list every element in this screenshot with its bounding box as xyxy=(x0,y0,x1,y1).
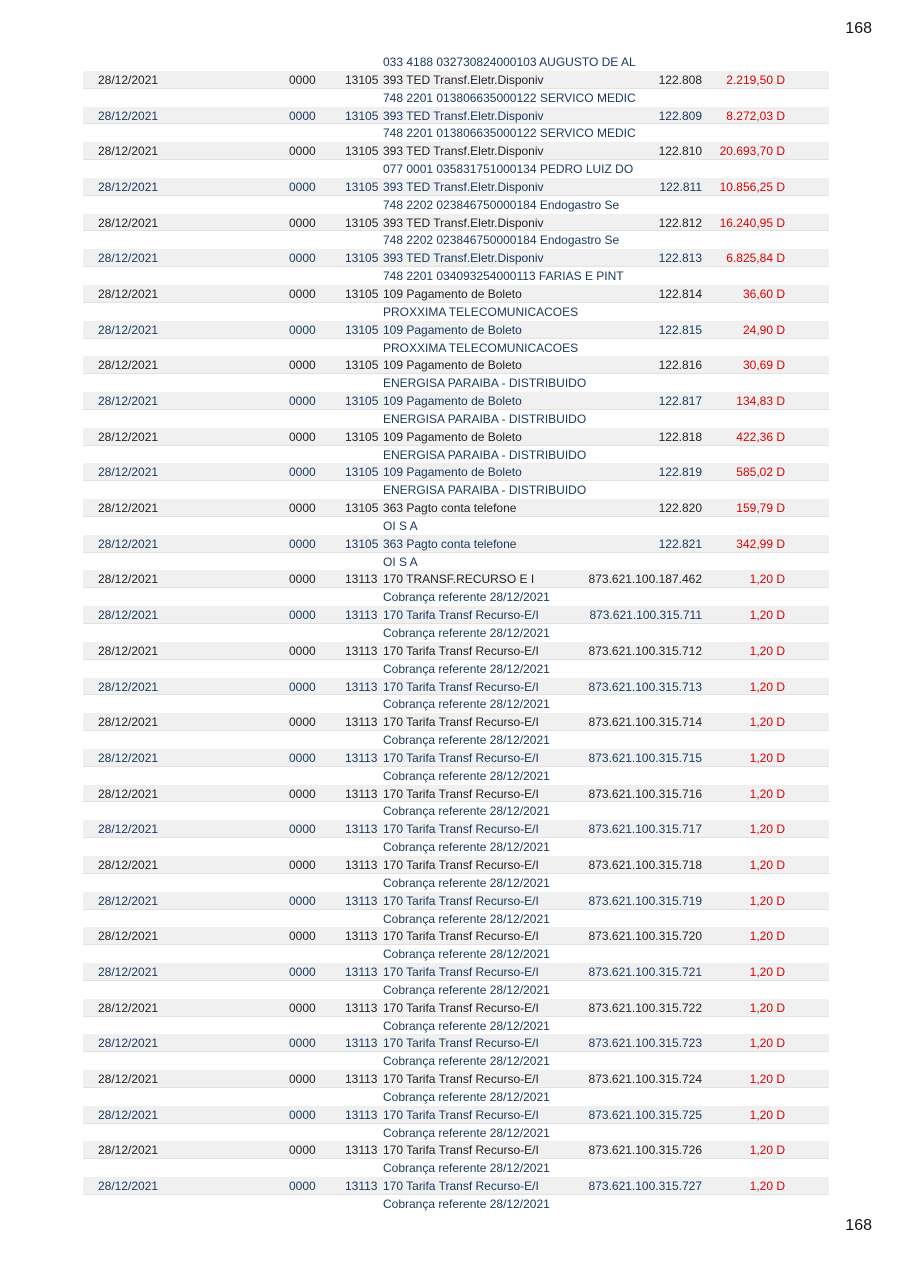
entry-agency: 0000 xyxy=(289,501,316,516)
entry-agency: 0000 xyxy=(289,394,316,409)
entry-sub-text: 748 2201 034093254000113 FARIAS E PINT xyxy=(383,269,624,284)
entry-sub-text: Cobrança referente 28/12/2021 xyxy=(383,1161,550,1176)
entry-value: 1,20 D xyxy=(749,608,785,623)
table-row xyxy=(83,107,829,125)
table-row xyxy=(83,927,829,945)
entry-value: 30,69 D xyxy=(742,358,785,373)
entry-date: 28/12/2021 xyxy=(98,750,159,765)
entry-lot: 13113 xyxy=(345,1000,378,1015)
entry-date: 28/12/2021 xyxy=(98,1000,159,1015)
entry-date: 28/12/2021 xyxy=(98,1036,159,1051)
entry-sub-text: 748 2202 023846750000184 Endogastro Se xyxy=(383,197,620,212)
entry-date: 28/12/2021 xyxy=(98,536,159,551)
entry-sub-text: 033 4188 032730824000103 AUGUSTO DE AL xyxy=(383,55,636,69)
entry-lot: 13113 xyxy=(345,1072,378,1087)
entry-sub-text: OI S A xyxy=(383,518,418,533)
entry-lot: 13113 xyxy=(345,786,378,801)
entry-lot: 13105 xyxy=(345,179,379,194)
entry-document: 122.815 xyxy=(658,322,702,337)
entry-description: 170 Tarifa Transf Recurso-E/I xyxy=(383,750,539,765)
entry-date: 28/12/2021 xyxy=(98,394,159,409)
entry-description: 170 Tarifa Transf Recurso-E/I xyxy=(383,679,539,694)
entry-lot: 13113 xyxy=(345,1179,378,1194)
entry-description: 170 Tarifa Transf Recurso-E/I xyxy=(383,893,539,908)
entry-description: 109 Pagamento de Boleto xyxy=(383,465,522,480)
page-number-bottom: 168 xyxy=(845,1217,872,1234)
entry-document: 122.820 xyxy=(658,501,702,516)
entry-description: 363 Pagto conta telefone xyxy=(383,501,517,516)
table-row xyxy=(83,820,829,838)
entry-lot: 13105 xyxy=(345,286,379,301)
entry-sub-line xyxy=(83,624,829,642)
table-row xyxy=(83,1141,829,1159)
entry-sub-line xyxy=(83,1124,829,1142)
entry-sub-text: 748 2201 013806635000122 SERVICO MEDIC xyxy=(383,90,636,105)
entry-sub-text: Cobrança referente 28/12/2021 xyxy=(383,661,550,676)
entry-agency: 0000 xyxy=(289,429,316,444)
entry-agency: 0000 xyxy=(289,608,316,623)
entry-document: 122.808 xyxy=(658,72,702,87)
entry-value: 1,20 D xyxy=(749,857,785,872)
entry-date: 28/12/2021 xyxy=(98,1179,159,1194)
entry-document: 122.811 xyxy=(659,179,702,194)
entry-date: 28/12/2021 xyxy=(98,643,159,658)
entry-description: 393 TED Transf.Eletr.Disponiv xyxy=(383,251,544,266)
entry-agency: 0000 xyxy=(289,72,316,87)
table-row xyxy=(83,678,829,696)
entry-lot: 13113 xyxy=(345,1107,378,1122)
entry-value: 422,36 D xyxy=(736,429,785,444)
entry-description: 393 TED Transf.Eletr.Disponiv xyxy=(383,144,544,159)
entry-sub-line xyxy=(83,553,829,571)
entry-document: 873.621.100.315.724 xyxy=(588,1072,702,1087)
entry-value: 159,79 D xyxy=(736,501,785,516)
entry-sub-line xyxy=(83,588,829,606)
entry-date: 28/12/2021 xyxy=(98,358,159,373)
entry-lot: 13105 xyxy=(345,465,379,480)
entry-date: 28/12/2021 xyxy=(98,429,159,444)
entry-sub-text: Cobrança referente 28/12/2021 xyxy=(383,982,550,997)
entry-agency: 0000 xyxy=(289,1179,316,1194)
entry-sub-text: PROXXIMA TELECOMUNICACOES xyxy=(383,340,579,355)
entry-document: 873.621.100.315.718 xyxy=(588,857,702,872)
entry-description: 393 TED Transf.Eletr.Disponiv xyxy=(383,72,544,87)
entry-sub-text: ENERGISA PARAIBA - DISTRIBUIDO xyxy=(383,376,587,391)
entry-agency: 0000 xyxy=(289,857,316,872)
entry-lot: 13113 xyxy=(345,679,378,694)
entry-agency: 0000 xyxy=(289,822,316,837)
entry-value: 1,20 D xyxy=(749,643,785,658)
entry-description: 109 Pagamento de Boleto xyxy=(383,358,522,373)
table-row xyxy=(83,214,829,232)
entry-description: 393 TED Transf.Eletr.Disponiv xyxy=(383,108,544,123)
table-row xyxy=(83,606,829,624)
entry-description: 170 Tarifa Transf Recurso-E/I xyxy=(383,608,539,623)
entry-sub-text: Cobrança referente 28/12/2021 xyxy=(383,733,550,748)
entry-description: 393 TED Transf.Eletr.Disponiv xyxy=(383,179,544,194)
entry-description: 170 TRANSF.RECURSO E I xyxy=(383,572,535,587)
entry-date: 28/12/2021 xyxy=(98,286,159,301)
entry-agency: 0000 xyxy=(289,1036,316,1051)
entry-lot: 13113 xyxy=(345,572,378,587)
entry-agency: 0000 xyxy=(289,929,316,944)
entry-document: 122.817 xyxy=(658,394,702,409)
entry-description: 170 Tarifa Transf Recurso-E/I xyxy=(383,929,539,944)
entry-sub-line xyxy=(83,945,829,963)
entry-value: 1,20 D xyxy=(749,1143,785,1158)
entry-value: 134,83 D xyxy=(736,394,785,409)
entry-sub-text: Cobrança referente 28/12/2021 xyxy=(383,1054,550,1069)
table-row xyxy=(83,392,829,410)
entry-agency: 0000 xyxy=(289,965,316,980)
entry-document: 122.809 xyxy=(658,108,702,123)
entry-sub-line xyxy=(83,53,829,71)
entry-date: 28/12/2021 xyxy=(98,822,159,837)
entry-date: 28/12/2021 xyxy=(98,322,159,337)
entry-document: 122.819 xyxy=(658,465,702,480)
entry-document: 873.621.100.315.715 xyxy=(588,750,702,765)
table-row xyxy=(83,499,829,517)
entry-lot: 13113 xyxy=(345,857,378,872)
entry-sub-line xyxy=(83,838,829,856)
entry-document: 122.821 xyxy=(658,536,702,551)
entry-sub-text: Cobrança referente 28/12/2021 xyxy=(383,804,550,819)
entry-sub-text: Cobrança referente 28/12/2021 xyxy=(383,1089,550,1104)
entry-description: 109 Pagamento de Boleto xyxy=(383,394,522,409)
entry-document: 873.621.100.315.723 xyxy=(588,1036,702,1051)
entry-date: 28/12/2021 xyxy=(98,465,159,480)
entry-document: 873.621.100.315.713 xyxy=(588,679,702,694)
entry-sub-text: ENERGISA PARAIBA - DISTRIBUIDO xyxy=(383,483,587,498)
entry-description: 170 Tarifa Transf Recurso-E/I xyxy=(383,715,539,730)
entry-sub-line xyxy=(83,410,829,428)
entry-sub-line xyxy=(83,374,829,392)
entry-sub-line xyxy=(83,339,829,357)
entry-agency: 0000 xyxy=(289,893,316,908)
entry-agency: 0000 xyxy=(289,572,316,587)
entry-sub-line xyxy=(83,1159,829,1177)
entry-date: 28/12/2021 xyxy=(98,215,159,230)
entry-agency: 0000 xyxy=(289,1072,316,1087)
table-row xyxy=(83,249,829,267)
entry-document: 873.621.100.187.462 xyxy=(588,572,702,587)
entry-sub-line xyxy=(83,767,829,785)
entry-sub-text: Cobrança referente 28/12/2021 xyxy=(383,911,550,926)
entry-date: 28/12/2021 xyxy=(98,965,159,980)
entry-agency: 0000 xyxy=(289,679,316,694)
entry-sub-text: Cobrança referente 28/12/2021 xyxy=(383,590,550,605)
entry-lot: 13113 xyxy=(345,608,378,623)
entry-value: 36,60 D xyxy=(742,286,785,301)
entry-sub-text: Cobrança referente 28/12/2021 xyxy=(383,1125,550,1140)
entry-value: 1,20 D xyxy=(749,715,785,730)
entry-sub-text: 077 0001 035831751000134 PEDRO LUIZ DO xyxy=(383,162,634,177)
entry-lot: 13113 xyxy=(345,715,378,730)
entry-sub-text: Cobrança referente 28/12/2021 xyxy=(383,1197,550,1211)
entry-agency: 0000 xyxy=(289,251,316,266)
entry-sub-line xyxy=(83,1017,829,1035)
table-row xyxy=(83,71,829,89)
entry-description: 170 Tarifa Transf Recurso-E/I xyxy=(383,822,539,837)
entry-description: 109 Pagamento de Boleto xyxy=(383,322,522,337)
entry-document: 873.621.100.315.726 xyxy=(588,1143,702,1158)
table-row xyxy=(83,285,829,303)
entry-sub-line xyxy=(83,124,829,142)
entry-agency: 0000 xyxy=(289,286,316,301)
entry-lot: 13105 xyxy=(345,72,379,87)
entry-value: 342,99 D xyxy=(736,536,785,551)
entry-sub-text: 748 2202 023846750000184 Endogastro Se xyxy=(383,233,620,248)
table-row xyxy=(83,785,829,803)
table-row xyxy=(83,713,829,731)
entry-sub-text: ENERGISA PARAIBA - DISTRIBUIDO xyxy=(383,411,587,426)
entry-date: 28/12/2021 xyxy=(98,179,159,194)
entry-date: 28/12/2021 xyxy=(98,715,159,730)
entry-lot: 13105 xyxy=(345,501,379,516)
entry-lot: 13113 xyxy=(345,893,378,908)
entry-sub-line xyxy=(83,731,829,749)
entry-description: 170 Tarifa Transf Recurso-E/I xyxy=(383,1143,539,1158)
entry-value: 1,20 D xyxy=(749,1179,785,1194)
entry-lot: 13105 xyxy=(345,358,379,373)
entry-sub-line xyxy=(83,695,829,713)
entry-document: 122.812 xyxy=(658,215,702,230)
table-row xyxy=(83,749,829,767)
entry-agency: 0000 xyxy=(289,322,316,337)
entry-value: 8.272,03 D xyxy=(726,108,785,123)
entry-sub-line xyxy=(83,1195,829,1213)
entry-document: 122.818 xyxy=(658,429,702,444)
table-row xyxy=(83,963,829,981)
entry-sub-text: Cobrança referente 28/12/2021 xyxy=(383,875,550,890)
table-row xyxy=(83,356,829,374)
entry-description: 170 Tarifa Transf Recurso-E/I xyxy=(383,1107,539,1122)
entry-value: 1,20 D xyxy=(749,1072,785,1087)
entry-date: 28/12/2021 xyxy=(98,501,159,516)
entry-date: 28/12/2021 xyxy=(98,144,159,159)
entry-value: 1,20 D xyxy=(749,786,785,801)
entry-date: 28/12/2021 xyxy=(98,786,159,801)
table-row xyxy=(83,1070,829,1088)
entry-lot: 13105 xyxy=(345,144,379,159)
entry-document: 873.621.100.315.712 xyxy=(588,643,702,658)
table-row xyxy=(83,321,829,339)
entry-agency: 0000 xyxy=(289,643,316,658)
entry-value: 1,20 D xyxy=(749,1107,785,1122)
entry-description: 170 Tarifa Transf Recurso-E/I xyxy=(383,1000,539,1015)
table-row xyxy=(83,178,829,196)
entry-agency: 0000 xyxy=(289,179,316,194)
entry-description: 393 TED Transf.Eletr.Disponiv xyxy=(383,215,544,230)
entry-date: 28/12/2021 xyxy=(98,608,159,623)
entry-sub-line xyxy=(83,1088,829,1106)
entry-date: 28/12/2021 xyxy=(98,251,159,266)
entry-lot: 13105 xyxy=(345,322,379,337)
entry-value: 10.856,25 D xyxy=(719,179,785,194)
entry-description: 170 Tarifa Transf Recurso-E/I xyxy=(383,857,539,872)
entry-sub-text: Cobrança referente 28/12/2021 xyxy=(383,840,550,855)
entry-agency: 0000 xyxy=(289,1107,316,1122)
entry-agency: 0000 xyxy=(289,1143,316,1158)
entry-sub-text: 748 2201 013806635000122 SERVICO MEDIC xyxy=(383,126,636,141)
entry-agency: 0000 xyxy=(289,1000,316,1015)
entry-sub-line xyxy=(83,446,829,464)
entry-document: 122.813 xyxy=(658,251,702,266)
entry-sub-line xyxy=(83,981,829,999)
entry-sub-text: Cobrança referente 28/12/2021 xyxy=(383,626,550,640)
entry-sub-line xyxy=(83,160,829,178)
entry-document: 873.621.100.315.719 xyxy=(588,893,702,908)
table-row xyxy=(83,1034,829,1052)
entry-document: 873.621.100.315.727 xyxy=(588,1179,702,1194)
entry-description: 170 Tarifa Transf Recurso-E/I xyxy=(383,643,539,658)
entry-lot: 13105 xyxy=(345,394,379,409)
entry-description: 170 Tarifa Transf Recurso-E/I xyxy=(383,1179,539,1194)
entry-lot: 13105 xyxy=(345,536,379,551)
entry-description: 170 Tarifa Transf Recurso-E/I xyxy=(383,965,539,980)
table-row xyxy=(83,142,829,160)
entry-document: 873.621.100.315.720 xyxy=(588,929,702,944)
entry-value: 585,02 D xyxy=(736,465,785,480)
entry-value: 1,20 D xyxy=(749,572,785,587)
entry-value: 1,20 D xyxy=(749,965,785,980)
entry-agency: 0000 xyxy=(289,786,316,801)
entry-value: 1,20 D xyxy=(749,893,785,908)
entry-value: 1,20 D xyxy=(749,1000,785,1015)
entry-value: 24,90 D xyxy=(742,322,785,337)
entry-lot: 13113 xyxy=(345,929,378,944)
entry-lot: 13105 xyxy=(345,215,379,230)
statement-table xyxy=(83,53,829,1213)
table-row xyxy=(83,999,829,1017)
entry-value: 20.693,70 D xyxy=(719,144,785,159)
entry-sub-line xyxy=(83,910,829,928)
entry-document: 122.816 xyxy=(658,358,702,373)
entry-document: 873.621.100.315.721 xyxy=(588,965,702,980)
entry-sub-text: Cobrança referente 28/12/2021 xyxy=(383,1018,550,1033)
entry-document: 873.621.100.315.714 xyxy=(588,715,702,730)
entry-value: 2.219,50 D xyxy=(726,72,785,87)
entry-date: 28/12/2021 xyxy=(98,572,159,587)
entry-agency: 0000 xyxy=(289,215,316,230)
entry-sub-text: Cobrança referente 28/12/2021 xyxy=(383,947,550,962)
entry-lot: 13113 xyxy=(345,750,378,765)
entry-agency: 0000 xyxy=(289,536,316,551)
entry-sub-line xyxy=(83,874,829,892)
entry-date: 28/12/2021 xyxy=(98,1072,159,1087)
entry-date: 28/12/2021 xyxy=(98,1143,159,1158)
entry-sub-text: Cobrança referente 28/12/2021 xyxy=(383,768,550,783)
entry-date: 28/12/2021 xyxy=(98,893,159,908)
entry-agency: 0000 xyxy=(289,358,316,373)
entry-sub-text: Cobrança referente 28/12/2021 xyxy=(383,697,550,712)
entry-sub-line xyxy=(83,517,829,535)
entry-sub-line xyxy=(83,660,829,678)
entry-document: 122.810 xyxy=(658,144,702,159)
entry-date: 28/12/2021 xyxy=(98,108,159,123)
entry-agency: 0000 xyxy=(289,108,316,123)
entry-description: 363 Pagto conta telefone xyxy=(383,536,517,551)
entry-agency: 0000 xyxy=(289,750,316,765)
table-row xyxy=(83,463,829,481)
entry-description: 170 Tarifa Transf Recurso-E/I xyxy=(383,786,539,801)
table-row xyxy=(83,1106,829,1124)
entry-sub-text: OI S A xyxy=(383,554,418,569)
table-row xyxy=(83,570,829,588)
entry-date: 28/12/2021 xyxy=(98,929,159,944)
entry-lot: 13113 xyxy=(345,965,378,980)
entry-sub-line xyxy=(83,1052,829,1070)
entry-date: 28/12/2021 xyxy=(98,72,159,87)
table-row xyxy=(83,535,829,553)
entry-description: 109 Pagamento de Boleto xyxy=(383,429,522,444)
entry-value: 1,20 D xyxy=(749,750,785,765)
entry-description: 109 Pagamento de Boleto xyxy=(383,286,522,301)
entry-value: 1,20 D xyxy=(749,1036,785,1051)
entry-value: 6.825,84 D xyxy=(726,251,785,266)
entry-lot: 13105 xyxy=(345,429,379,444)
entry-date: 28/12/2021 xyxy=(98,1107,159,1122)
entry-document: 122.814 xyxy=(658,286,702,301)
entry-value: 1,20 D xyxy=(749,679,785,694)
entry-document: 873.621.100.315.725 xyxy=(588,1107,702,1122)
entry-lot: 13105 xyxy=(345,251,379,266)
table-row xyxy=(83,892,829,910)
entry-lot: 13113 xyxy=(345,822,378,837)
entry-value: 16.240,95 D xyxy=(719,215,785,230)
entry-document: 873.621.100.315.716 xyxy=(588,786,702,801)
entry-date: 28/12/2021 xyxy=(98,679,159,694)
entry-sub-line xyxy=(83,89,829,107)
page-number-top: 168 xyxy=(845,20,872,37)
entry-document: 873.621.100.315.711 xyxy=(589,608,702,623)
entry-document: 873.621.100.315.722 xyxy=(588,1000,702,1015)
table-row xyxy=(83,642,829,660)
entry-description: 170 Tarifa Transf Recurso-E/I xyxy=(383,1072,539,1087)
entry-sub-line xyxy=(83,267,829,285)
entry-lot: 13113 xyxy=(345,643,378,658)
table-row xyxy=(83,428,829,446)
entry-sub-text: ENERGISA PARAIBA - DISTRIBUIDO xyxy=(383,447,587,462)
entry-value: 1,20 D xyxy=(749,929,785,944)
entry-document: 873.621.100.315.717 xyxy=(588,822,702,837)
table-row xyxy=(83,1177,829,1195)
entry-lot: 13113 xyxy=(345,1036,378,1051)
entry-lot: 13113 xyxy=(345,1143,378,1158)
entry-sub-text: PROXXIMA TELECOMUNICACOES xyxy=(383,304,579,319)
entry-sub-line xyxy=(83,481,829,499)
entry-agency: 0000 xyxy=(289,715,316,730)
entry-sub-line xyxy=(83,231,829,249)
entry-sub-line xyxy=(83,802,829,820)
entry-sub-line xyxy=(83,196,829,214)
entry-lot: 13105 xyxy=(345,108,379,123)
entry-agency: 0000 xyxy=(289,465,316,480)
entry-sub-line xyxy=(83,303,829,321)
table-row xyxy=(83,856,829,874)
entry-date: 28/12/2021 xyxy=(98,857,159,872)
entry-description: 170 Tarifa Transf Recurso-E/I xyxy=(383,1036,539,1051)
entry-value: 1,20 D xyxy=(749,822,785,837)
entry-agency: 0000 xyxy=(289,144,316,159)
